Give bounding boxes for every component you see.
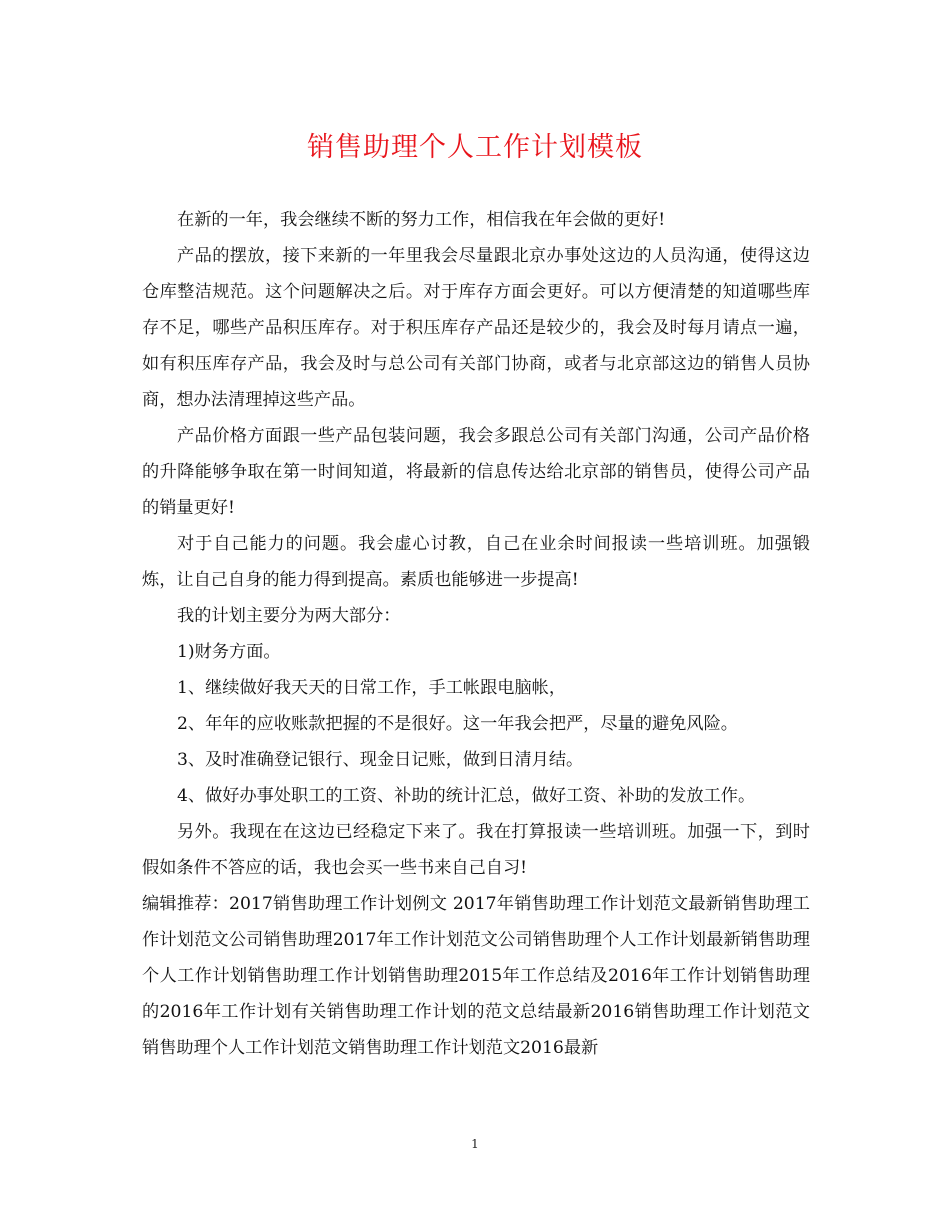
paragraph-additional: 另外。我现在在这边已经稳定下来了。我在打算报读一些培训班。加强一下，到时假如条件不答应的话，我也会买一些书来自己自习! xyxy=(142,822,810,878)
list-item: 3、及时准确登记银行、现金日记账，做到日清月结。 xyxy=(177,750,584,770)
paragraph-plan-overview: 我的计划主要分为两大部分： xyxy=(177,606,401,626)
document-body xyxy=(142,202,810,1066)
document-title: 销售助理个人工作计划模板 xyxy=(307,132,643,163)
page-number: 1 xyxy=(471,1137,479,1151)
editor-recommendation: 编辑推荐：2017销售助理工作计划例文 2017年销售助理工作计划范文最新销售助理工作计划范文公司销售助理2017年工作计划范文公司销售助理个人工作计划最新销售助理个人工作计划销售助理工作计划销售助理2015年工作总结及2016年工作计划销售助理的2016年工作计划有关销售助理工作计划的范文总结最新2016销售助理工作计划范文销售助理个人工作计划范文销售助理工作计划范文2016最新 xyxy=(142,894,810,1058)
paragraph-intro: 在新的一年，我会继续不断的努力工作，相信我在年会做的更好! xyxy=(177,210,666,230)
list-item: 1、继续做好我天天的日常工作，手工帐跟电脑帐， xyxy=(177,678,567,698)
paragraph-finance-heading: 1)财务方面。 xyxy=(177,642,281,662)
paragraph-self-ability: 对于自己能力的问题。我会虚心讨教，自己在业余时间报读一些培训班。加强锻炼，让自己自身的能力得到提高。素质也能够进一步提高! xyxy=(142,534,810,590)
list-item: 4、做好办事处职工的工资、补助的统计汇总，做好工资、补助的发放工作。 xyxy=(177,786,756,806)
list-item: 2、年年的应收账款把握的不是很好。这一年我会把严，尽量的避免风险。 xyxy=(177,714,738,734)
paragraph-product-pricing: 产品价格方面跟一些产品包装问题，我会多跟总公司有关部门沟通，公司产品价格的升降能够争取在第一时间知道，将最新的信息传达给北京部的销售员，使得公司产品的销量更好! xyxy=(142,426,810,518)
paragraph-product-placement: 产品的摆放，接下来新的一年里我会尽量跟北京办事处这边的人员沟通，使得这边仓库整洁规范。这个问题解决之后。对于库存方面会更好。可以方便清楚的知道哪些库存不足，哪些产品积压库存。对于积压库存产品还是较少的，我会及时每月请点一遍，如有积压库存产品，我会及时与总公司有关部门协商，或者与北京部这边的销售人员协商，想办法清理掉这些产品。 xyxy=(142,246,810,410)
